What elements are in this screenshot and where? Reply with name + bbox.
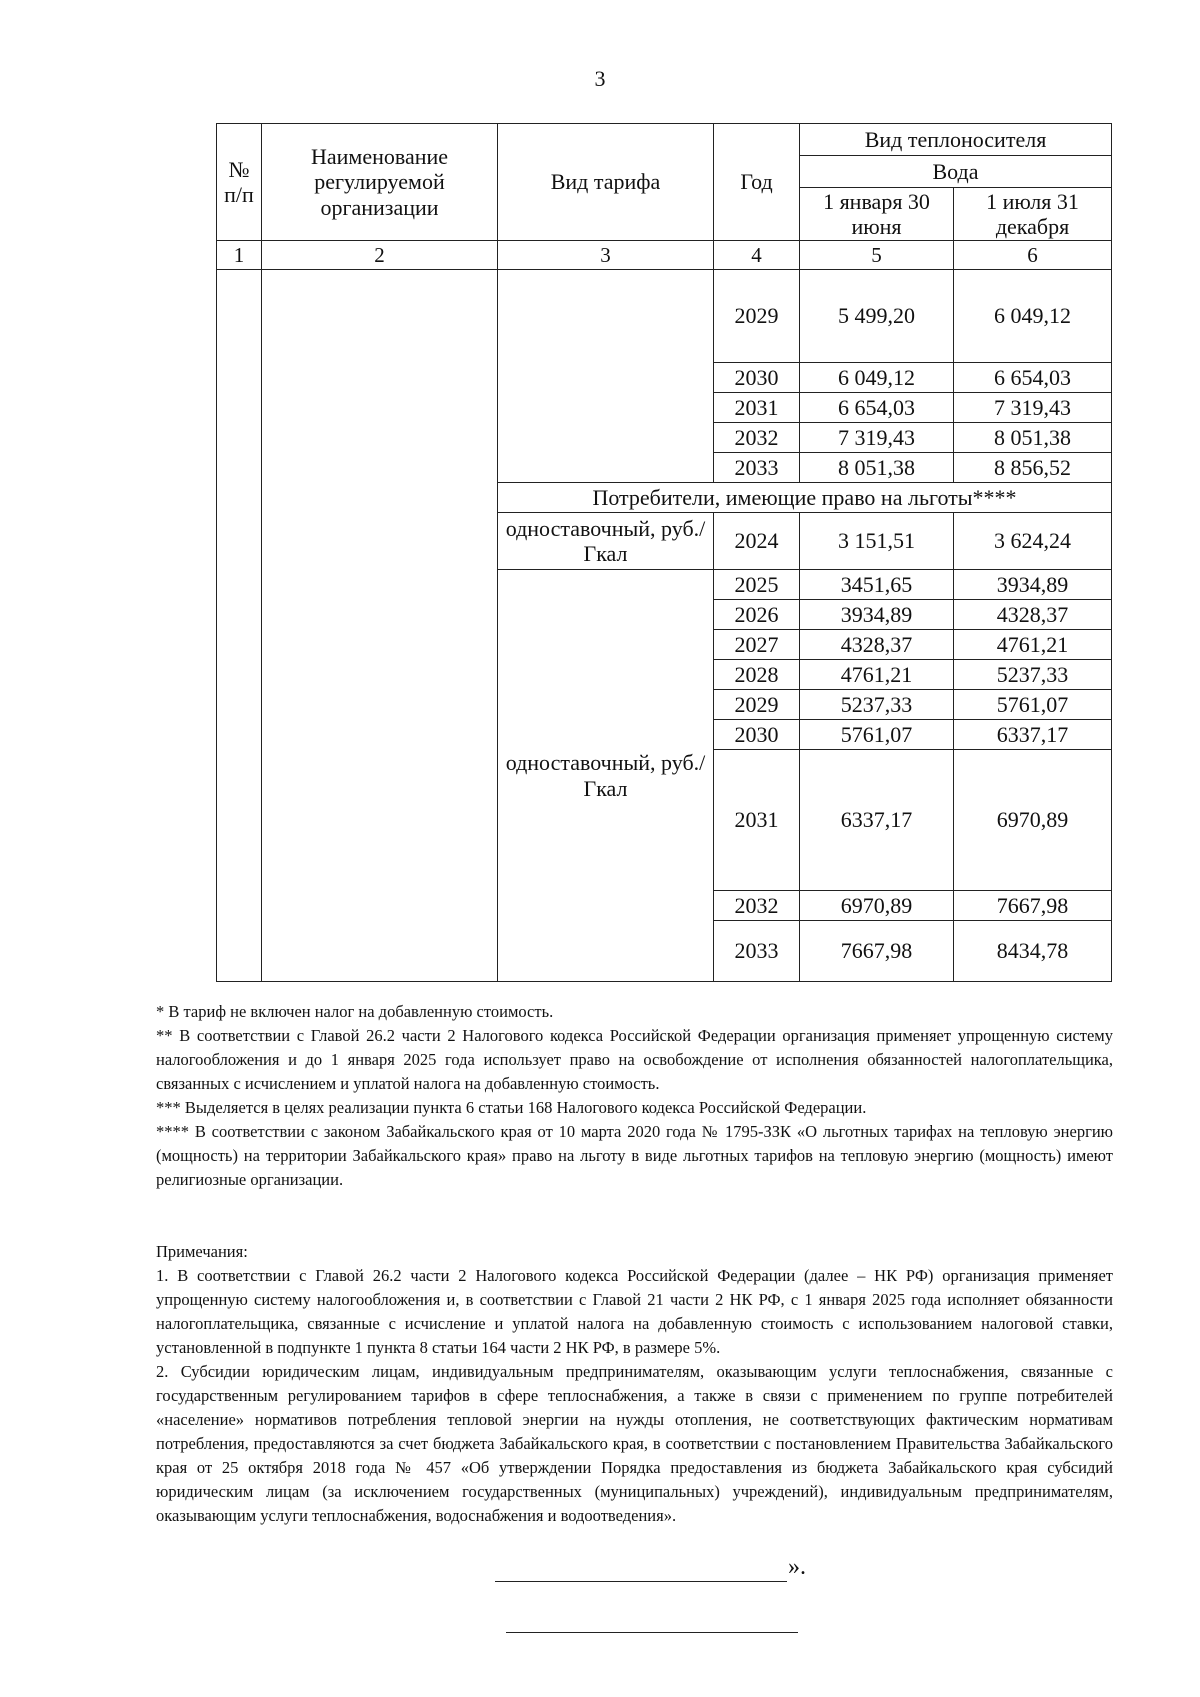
table-cell-year: 2033	[714, 453, 800, 483]
table-cell-value: 4328,37	[954, 600, 1112, 630]
header-tariff-type: Вид тарифа	[498, 124, 714, 241]
table-cell-value: 7667,98	[800, 921, 954, 982]
table-cell-value: 6970,89	[800, 891, 954, 921]
remarks	[156, 1240, 1113, 1528]
col-number: 4	[714, 241, 800, 270]
col-number: 5	[800, 241, 954, 270]
table-cell-value: 6337,17	[954, 720, 1112, 750]
remarks-heading: Примечания:	[156, 1242, 248, 1261]
table-cell-tariff: одноставочный, руб./Гкал	[498, 513, 714, 570]
table-cell-value: 6 654,03	[800, 393, 954, 423]
table-cell-value: 5237,33	[800, 690, 954, 720]
table-cell-value: 4761,21	[800, 660, 954, 690]
table-cell-value: 3 151,51	[800, 513, 954, 570]
footnote: *** Выделяется в целях реализации пункта 6 статьи 168 Налогового кодекса Российской Федерации.	[156, 1098, 867, 1117]
table-cell-value: 5761,07	[800, 720, 954, 750]
table-cell-value: 5 499,20	[800, 270, 954, 363]
separator-line	[506, 1632, 798, 1633]
table-cell-year: 2024	[714, 513, 800, 570]
table-cell-value: 3 624,24	[954, 513, 1112, 570]
table-cell-value: 8434,78	[954, 921, 1112, 982]
table-cell-year: 2032	[714, 423, 800, 453]
table-cell-value: 6 654,03	[954, 363, 1112, 393]
table-cell-value: 4328,37	[800, 630, 954, 660]
table-cell-value: 3451,65	[800, 570, 954, 600]
table-cell-value: 8 051,38	[800, 453, 954, 483]
header-org: Наименование регулируемой организации	[262, 124, 498, 241]
table-cell-value: 7 319,43	[800, 423, 954, 453]
table-cell-value: 5761,07	[954, 690, 1112, 720]
footnote: * В тариф не включен налог на добавленную стоимость.	[156, 1002, 554, 1021]
header-year: Год	[714, 124, 800, 241]
table-cell-year: 2029	[714, 690, 800, 720]
table-cell-value: 6 049,12	[800, 363, 954, 393]
table-cell-year: 2029	[714, 270, 800, 363]
table-cell-value: 4761,21	[954, 630, 1112, 660]
footnote: **** В соответствии с законом Забайкальского края от 10 марта 2020 года № 1795-ЗЗК «О льготных тарифах на тепловую энергию (мощность) на территории Забайкальского края» право на льготу в виде льготных тарифов на тепловую энергию (мощность) имеют религиозные организации.	[156, 1122, 1113, 1189]
table-cell-value: 8 856,52	[954, 453, 1112, 483]
table-cell-year: 2030	[714, 363, 800, 393]
table-cell-year: 2032	[714, 891, 800, 921]
table-cell-year: 2027	[714, 630, 800, 660]
col-number: 3	[498, 241, 714, 270]
footnote: ** В соответствии с Главой 26.2 части 2 Налогового кодекса Российской Федерации организация применяет упрощенную систему налогообложения и до 1 января 2025 года использует право на освобождение от исполнения обязанностей налогоплательщика, связанных с исчислением и уплатой налога на добавленную стоимость.	[156, 1026, 1113, 1093]
header-period-2: 1 июля 31 декабря	[954, 188, 1112, 241]
cell-org-empty	[262, 270, 498, 982]
table-cell-value: 3934,89	[954, 570, 1112, 600]
col-number: 1	[217, 241, 262, 270]
table-cell-year: 2031	[714, 750, 800, 891]
header-period-1: 1 января 30 июня	[800, 188, 954, 241]
header-water: Вода	[800, 156, 1112, 188]
table-cell-value: 7667,98	[954, 891, 1112, 921]
tariff-table	[216, 123, 1112, 982]
page-number: 3	[594, 66, 606, 91]
table-cell-year: 2028	[714, 660, 800, 690]
section-title: Потребители, имеющие право на льготы****	[498, 483, 1112, 513]
col-number: 6	[954, 241, 1112, 270]
signature-line	[495, 1563, 787, 1582]
remark-item: 1. В соответствии с Главой 26.2 части 2 Налогового кодекса Российской Федерации (далее – НК РФ) организация применяет упрощенную систему налогообложения и, в соответствии с Главой 21 части 2 НК РФ, с 1 января 2025 года исполняет обязанности налогоплательщика, связанные с исчисление и уплатой налога на добавленную стоимость с использованием налоговой ставки, установленной в подпункте 1 пункта 8 статьи 164 части 2 НК РФ, в размере 5%.	[156, 1266, 1113, 1357]
table-cell-value: 6970,89	[954, 750, 1112, 891]
header-num: № п/п	[217, 124, 262, 241]
cell-num-empty	[217, 270, 262, 982]
col-number: 2	[262, 241, 498, 270]
table-cell-value: 6 049,12	[954, 270, 1112, 363]
table-cell-value: 5237,33	[954, 660, 1112, 690]
table-cell-year: 2025	[714, 570, 800, 600]
table-cell-value: 8 051,38	[954, 423, 1112, 453]
table-cell-value: 7 319,43	[954, 393, 1112, 423]
table-cell-year: 2033	[714, 921, 800, 982]
table-cell-year: 2030	[714, 720, 800, 750]
cell-tariff-empty	[498, 270, 714, 483]
remark-item: 2. Субсидии юридическим лицам, индивидуальным предпринимателям, оказывающим услуги теплоснабжения, связанные с государственным регулированием тарифов в сфере теплоснабжения, а также в связи с применением по группе потребителей «население» нормативов потребления тепловой энергии на нужды отопления, не соответствующих фактическим нормативам потребления, предоставляются за счет бюджета Забайкальского края, в соответствии с постановлением Правительства Забайкальского края от 25 октября 2018 года № 457 «Об утверждении Порядка предоставления из бюджета Забайкальского края субсидий юридическим лицам (за исключением государственных (муниципальных) учреждений), индивидуальным предпринимателям, оказывающим услуги теплоснабжения, водоснабжения и водоотведения».	[156, 1362, 1113, 1525]
table-cell-year: 2031	[714, 393, 800, 423]
table-cell-year: 2026	[714, 600, 800, 630]
footnotes	[156, 1000, 1113, 1192]
closing-mark: ».	[788, 1554, 806, 1580]
table-cell-value: 6337,17	[800, 750, 954, 891]
table-cell-tariff: одноставочный, руб./Гкал	[498, 570, 714, 982]
table-cell-value: 3934,89	[800, 600, 954, 630]
header-carrier: Вид теплоносителя	[800, 124, 1112, 156]
